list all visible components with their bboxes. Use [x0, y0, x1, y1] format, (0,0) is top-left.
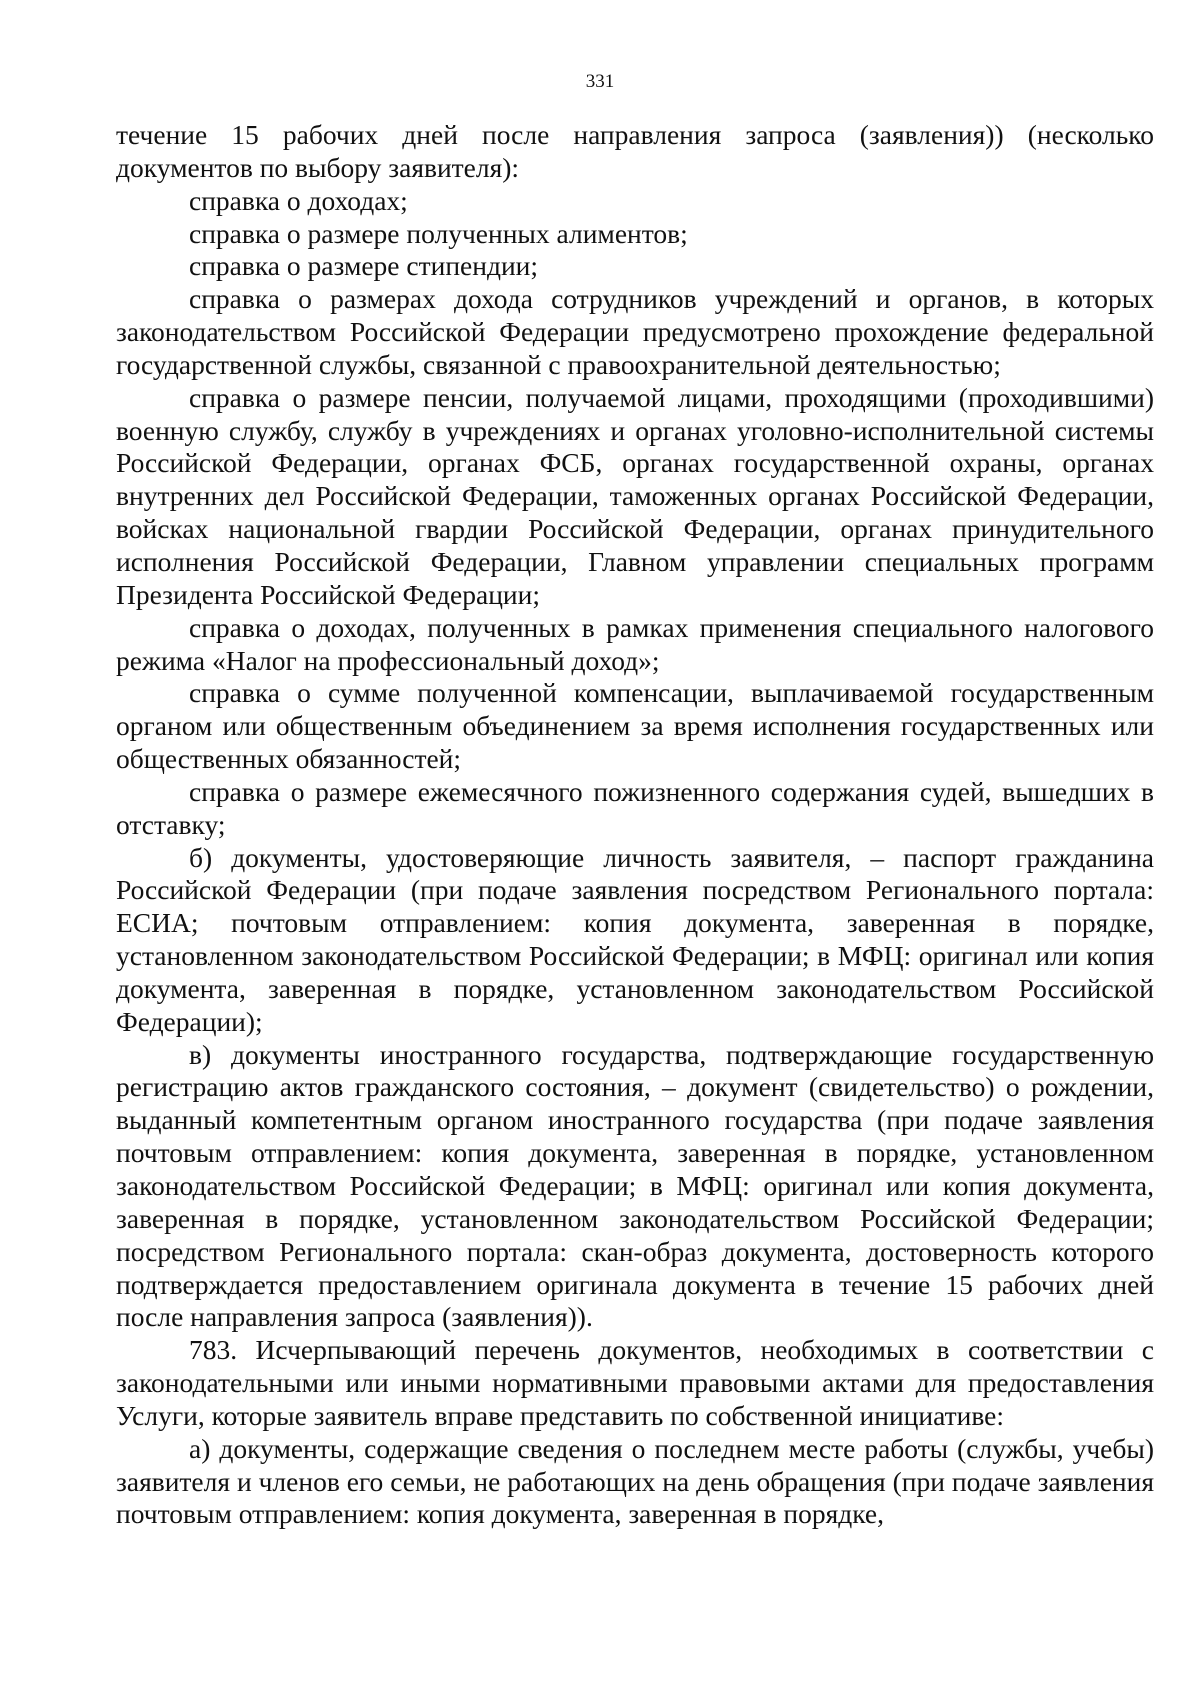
paragraph: 783. Исчерпывающий перечень документов, необходимых в соответствии с законодательными или иными нормативными правовыми актами для предоставления Услуги, которые заявитель вправе представить по собственной инициативе: — [116, 1334, 1154, 1431]
page-number: 331 — [585, 71, 615, 92]
paragraph: справка о размере стипендии; — [189, 250, 539, 282]
paragraph: течение 15 рабочих дней после направления запроса (заявления)) (несколько документов по выбору заявителя): — [116, 119, 1154, 183]
paragraph: б) документы, удостоверяющие личность заявителя, – паспорт гражданина Российской Федерации (при подаче заявления посредством Регионального портала: ЕСИА; почтовым отправлением: копия документа, заверенная в порядке, установленном законодательством Российской Федерации; в МФЦ: оригинал или копия документа, заверенная в порядке, установленном законодательством Российской Федерации); — [116, 841, 1154, 1037]
paragraph: справка о размере пенсии, получаемой лицами, проходящими (проходившими) военную службу, службу в учреждениях и органах уголовно-исполнительной системы Российской Федерации, органах ФСБ, органах государственной охраны, органах внутренних дел Российской Федерации, таможенных органах Российской Федерации, войсках национальной гвардии Российской Федерации, органах принудительного исполнения Российской Федерации, Главном управлении специальных программ Президента Российской Федерации; — [116, 381, 1154, 610]
paragraph: справка о размере ежемесячного пожизненного содержания судей, вышедших в отставку; — [116, 775, 1154, 840]
paragraph: справка о размере полученных алиментов; — [189, 217, 688, 249]
paragraph: справка о доходах; — [189, 184, 408, 216]
paragraph: в) документы иностранного государства, подтверждающие государственную регистрацию актов гражданского состояния, – документ (свидетельство) о рождении, выданный компетентным органом иностранного государства (при подаче заявления почтовым отправлением: копия документа, заверенная в порядке, установленном законодательством Российской Федерации; в МФЦ: оригинал или копия документа, заверенная в порядке, установленном законодательством Российской Федерации; посредством Регионального портала: скан-образ документа, достоверность которого подтверждается предоставлением оригинала документа в течение 15 рабочих дней после направления запроса (заявления)). — [116, 1038, 1154, 1333]
paragraph: справка о размерах дохода сотрудников учреждений и органов, в которых законодательством Российской Федерации предусмотрено прохождение федеральной государственной службы, связанной с правоохранительной деятельностью; — [116, 283, 1154, 380]
document-body — [116, 119, 1154, 1531]
paragraph: справка о доходах, полученных в рамках применения специального налогового режима «Налог на профессиональный доход»; — [116, 611, 1154, 676]
paragraph: справка о сумме полученной компенсации, выплачиваемой государственным органом или общественным объединением за время исполнения государственных или общественных обязанностей; — [116, 677, 1154, 775]
paragraph: а) документы, содержащие сведения о последнем месте работы (службы, учебы) заявителя и членов его семьи, не работающих на день обращения (при подаче заявления почтовым отправлением: копия документа, заверенная в порядке, — [116, 1432, 1154, 1530]
